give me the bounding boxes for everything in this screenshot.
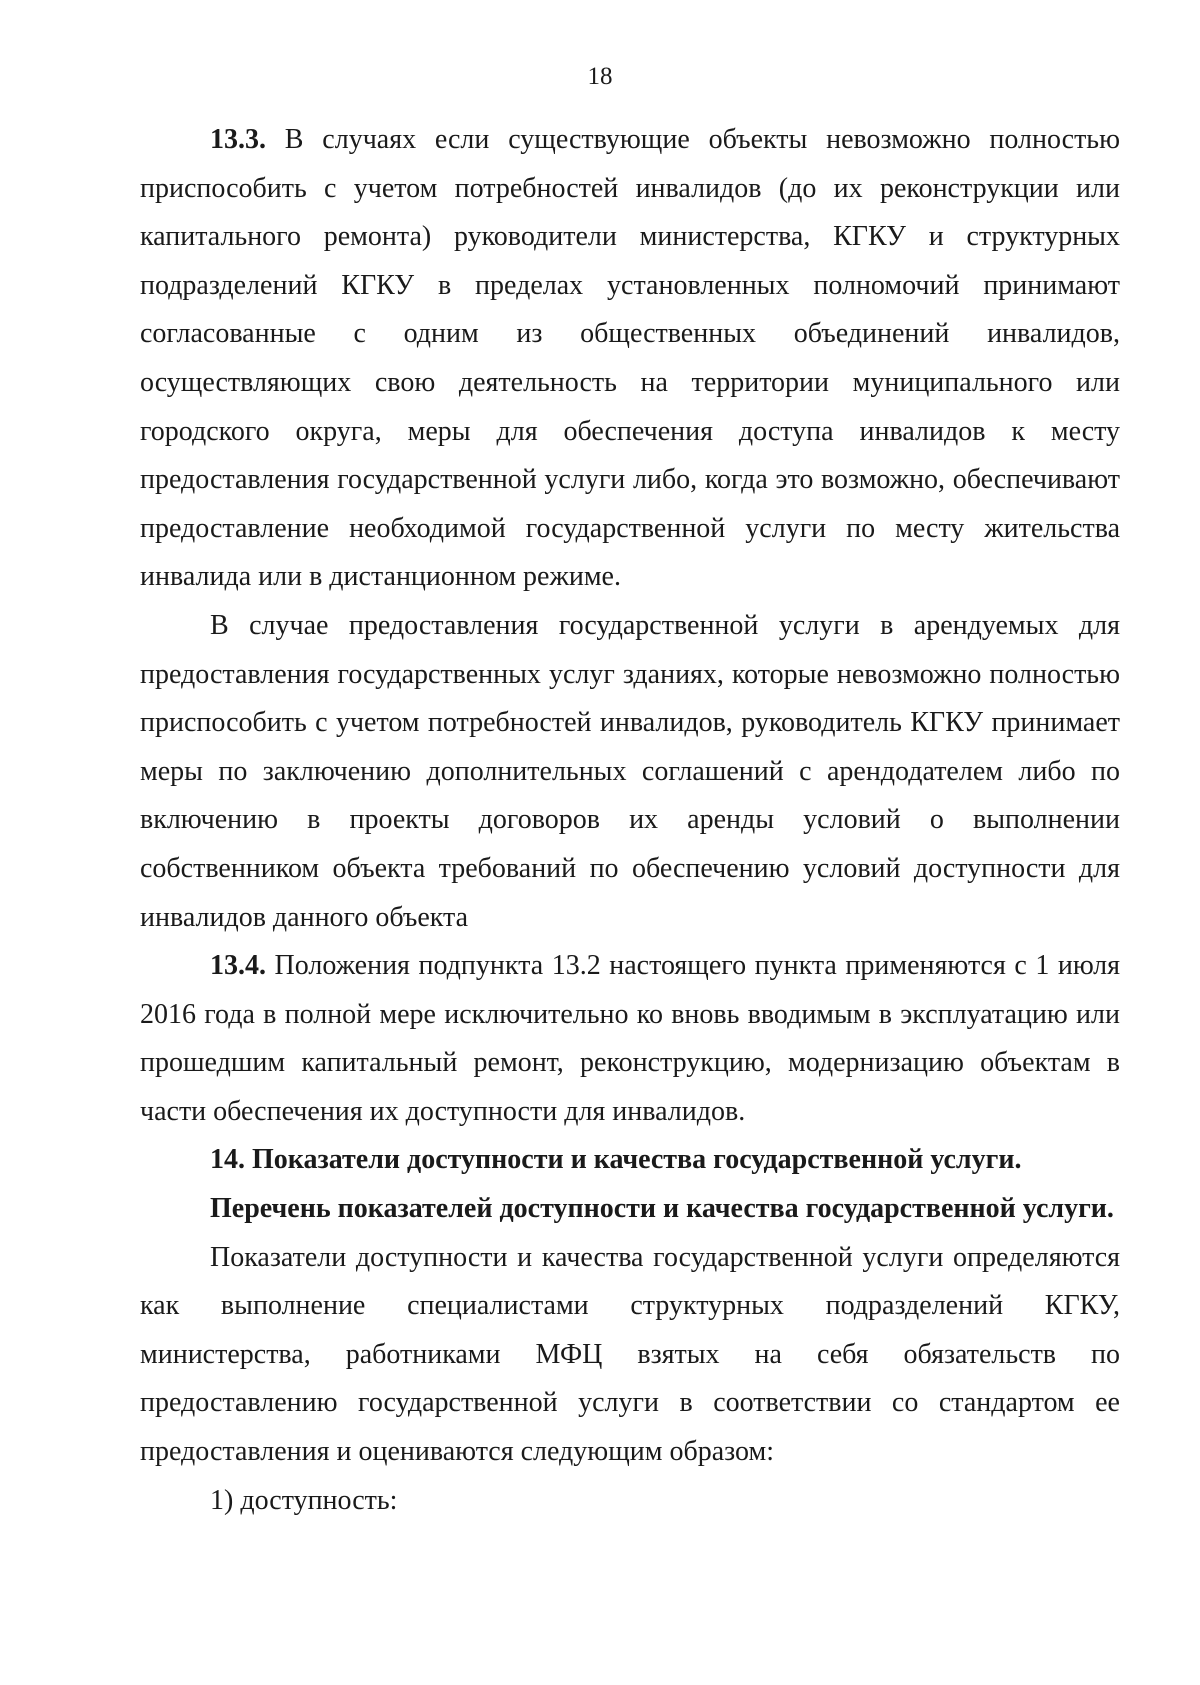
list-item-accessibility: 1) доступность:: [210, 1484, 398, 1516]
clause-number-13-3: 13.3.: [210, 124, 266, 155]
clause-number-13-4: 13.4.: [210, 950, 266, 982]
page-number: 18: [587, 63, 613, 90]
paragraph-13-4: [140, 942, 1120, 1136]
section-14-subheading: Перечень показателей доступности и качества государственной услуги.: [210, 1193, 1114, 1225]
paragraph-13-3: [140, 116, 1120, 602]
paragraph-13-3-rent: В случае предоставления государственной услуги в арендуемых для предоставления государственных услуг зданиях, которые невозможно полностью приспособить с учетом потребностей инвалидов, руководитель КГКУ принимает меры по заключению дополнительных соглашений с арендодателем либо по включению в проекты договоров их аренды условий о выполнении собственником объекта требований по обеспечению условий доступности для инвалидов данного объекта: [140, 609, 1120, 933]
paragraph-13-4-text: Положения подпункта 13.2 настоящего пункта применяются с 1 июля 2016 года в полной мере исключительно ко вновь вводимым в эксплуатацию или прошедшим капитальный ремонт, реконструкцию, модернизацию объектам в части обеспечения их доступности для инвалидов.: [140, 950, 1120, 1127]
paragraph-13-3-text: В случаях если существующие объекты невозможно полностью приспособить с учетом потребностей инвалидов (до их реконструкции или капитального ремонта) руководители министерства, КГКУ и структурных подразделений КГКУ в пределах установленных полномочий принимают согласованные с одним из общественных объединений инвалидов, осуществляющих свою деятельность на территории муниципального или городского округа, меры для обеспечения доступа инвалидов к месту предоставления государственной услуги либо, когда это возможно, обеспечивают предоставление необходимой государственной услуги по месту жительства инвалида или в дистанционном режиме.: [140, 124, 1120, 593]
section-14-paragraph: Показатели доступности и качества государственной услуги определяются как выполнение специалистами структурных подразделений КГКУ, министерства, работниками МФЦ взятых на себя обязательств по предоставлению государственной услуги в соответствии со стандартом ее предоставления и оцениваются следующим образом:: [140, 1241, 1120, 1468]
document-body: [140, 116, 1120, 1525]
section-14-heading: 14. Показатели доступности и качества государственной услуги.: [210, 1144, 1022, 1176]
